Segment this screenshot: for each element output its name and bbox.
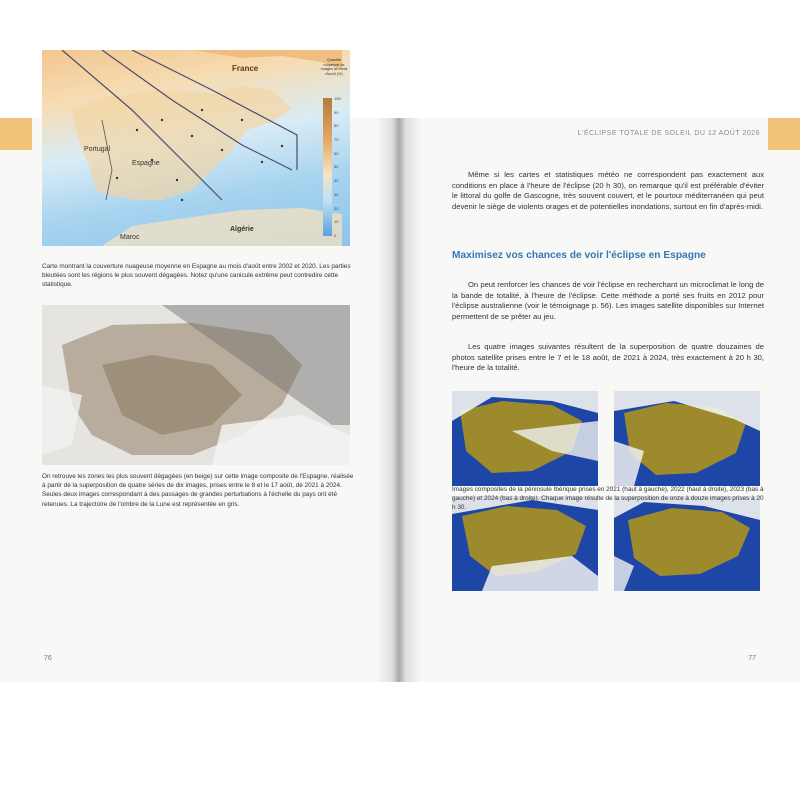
book-gutter xyxy=(376,118,422,682)
legend-tick: 80 xyxy=(334,123,339,129)
legend-tick: 90 xyxy=(334,109,339,115)
body-paragraph-2: On peut renforcer les chances de voir l'éclipse en recherchant un microclimat le long de la bande de totalité, à l'heure de l'éclipse. Cette méthode a porté ses fruits en 2012 pour l'éclipse australienne (voir le témoignage p. 56). Les images satellite disponibles sur Internet permettent de se prêter au jeu. xyxy=(452,280,764,321)
map-label-portugal: Portugal xyxy=(84,146,111,153)
map-label-maroc: Maroc xyxy=(120,234,140,241)
running-head-right: L'ÉCLIPSE TOTALE DE SOLEIL DU 12 AOÛT 2026 xyxy=(577,130,760,137)
satellite-image-2022 xyxy=(614,391,760,486)
legend-tick: 100 xyxy=(334,96,341,101)
caption-spain-satellite: On retrouve les zones les plus souvent dégagées (en beige) sur cette image composite de l'Espagne, réalisée à partir de la superposition de quatre séries de dix images, prises entre le 8 et le 17 août, de 2021 à 2024. Seules deux images correspondant à des passages de grandes perturbations à l'échelle du pays ont été retenues. La trajectoire de l'ombre de la Lune est représentée en gris. xyxy=(42,473,354,508)
caption-cloud-map: Carte montrant la couverture nuageuse moyenne en Espagne au mois d'août entre 2002 et 2020. Les parties bleutées sont les régions le plus souvent dégagées. Notez qu'une canicule extrême peut contredire cette statistique. xyxy=(42,263,351,289)
body-paragraph-3: Les quatre images suivantes résultent de la superposition de quatre douzaines de photos satellite prises entre le 7 et le 18 août, de 2021 à 2024, très exactement à 20 h 30, l'heure de la totalité. xyxy=(452,342,764,373)
map-label-algerie: Algérie xyxy=(230,226,254,233)
legend-tick: 40 xyxy=(334,178,339,184)
legend-title: Quantité moyenne de nuages au mois d'août (%) xyxy=(320,58,348,76)
body-paragraph-1: Même si les cartes et statistiques météo ne correspondent pas exactement aux conditions en place à l'heure de l'éclipse (20 h 30), on remarque qu'il est préférable d'éviter le littoral du golfe de Gascogne, très souvent couvert, et le pourtour méditerranéen qui peut devenir le siège de violents orages et de potentielles inondations, surtout en fin d'après-midi. xyxy=(452,170,764,211)
page-number-left: 76 xyxy=(44,655,52,662)
legend-tick: 20 xyxy=(334,205,339,211)
map-label-france: France xyxy=(232,64,259,73)
satellite-drawing xyxy=(42,305,350,465)
legend-tick: 50 xyxy=(334,164,339,170)
caption-satellite-grid: Images composites de la péninsule Ibérique prises en 2021 (haut à gauche), 2022 (haut à droite), 2023 (bas à gauche) et 2024 (bas à droite). Chaque image résulte de la superposition de onze à douze images prises à 20 h 30. xyxy=(452,486,764,512)
spain-composite-satellite-image xyxy=(42,305,350,465)
chapter-tab-left xyxy=(0,118,32,150)
legend-color-scale xyxy=(323,98,332,236)
legend-ticks xyxy=(334,96,341,238)
satellite-image-2021 xyxy=(452,391,598,486)
map-label-espagne: Espagne xyxy=(132,160,160,167)
section-heading: Maximisez vos chances de voir l'éclipse en Espagne xyxy=(452,250,706,261)
legend-tick: 30 xyxy=(334,191,339,197)
page-number-right: 77 xyxy=(748,655,756,662)
legend-tick: 0 xyxy=(334,232,337,238)
cloud-legend xyxy=(320,58,346,242)
legend-tick: 60 xyxy=(334,150,339,156)
iberian-peninsula xyxy=(72,86,292,200)
legend-tick: 10 xyxy=(334,219,339,225)
cloud-cover-map xyxy=(42,50,350,246)
chapter-tab-right xyxy=(768,118,800,150)
legend-tick: 70 xyxy=(334,137,339,143)
